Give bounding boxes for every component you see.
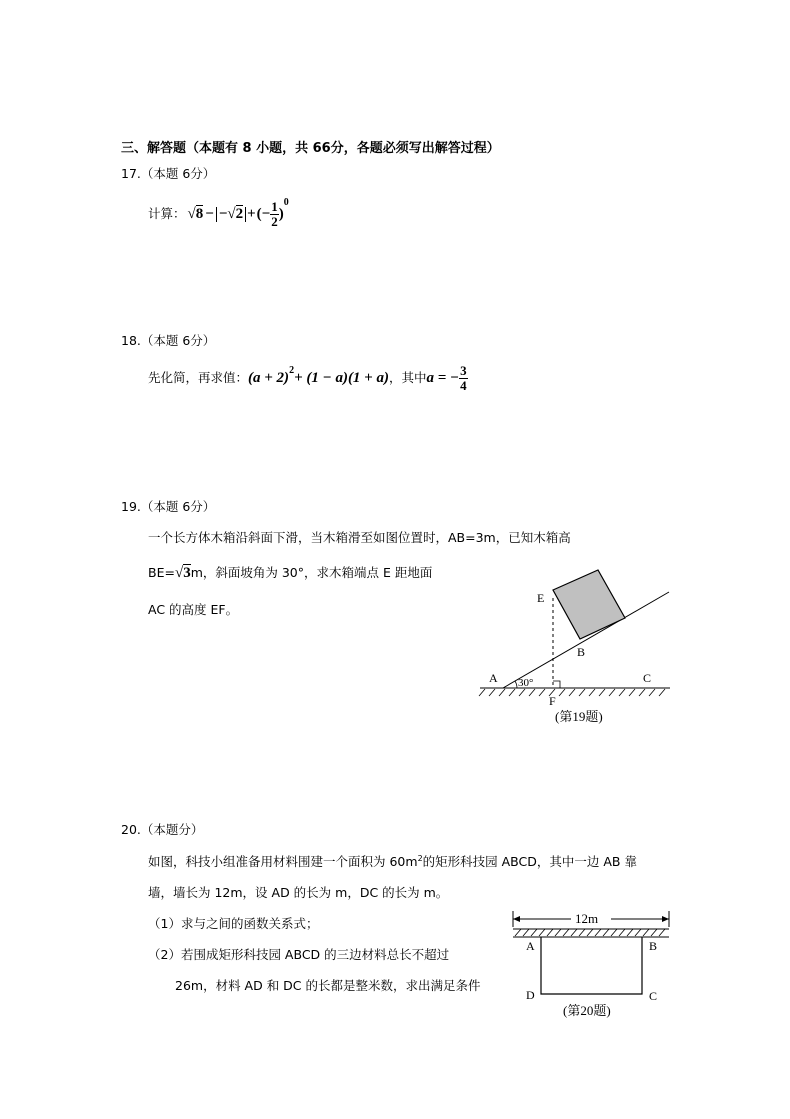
q17-open: (−: [256, 205, 271, 222]
ground-hatching: [479, 689, 665, 696]
label-d: D: [526, 988, 535, 1002]
q20-item1: （1）求与之间的函数关系式；: [148, 916, 319, 931]
q17-plus: +: [247, 205, 256, 222]
right-angle-mark: [553, 681, 560, 688]
label-c: C: [643, 671, 652, 685]
q17-number: 17.（本题 6分）: [121, 166, 216, 181]
q19-line2: BE= √3 m，斜面坡角为 30°，求木箱端点 E 距地面: [148, 565, 433, 581]
q19-sqrt3: √3: [174, 565, 191, 581]
q18-var: a = −: [426, 369, 460, 386]
wooden-box: [553, 570, 625, 639]
q18-line: [148, 358, 468, 398]
q19-line1: 一个长方体木箱沿斜面下滑，当木箱滑至如图位置时，AB=3m，已知木箱高: [148, 530, 571, 545]
wall-hatching: [515, 929, 665, 936]
q18-number: 18.（本题 6分）: [121, 333, 216, 348]
q17-exp: 0: [283, 197, 289, 208]
q19-caption: (第19题): [555, 709, 603, 724]
label-f: F: [549, 694, 556, 708]
q17-abs: −√2: [216, 207, 246, 222]
dim-arrow-right: [662, 916, 669, 922]
q20-number: 20.（本题分）: [121, 822, 204, 837]
q17-prompt: 计算：: [148, 205, 186, 221]
q18-expr2: + (1 − a)(1 + a): [294, 369, 389, 386]
q20-item2: （2）若围成矩形科技园 ABCD 的三边材料总长不超过: [148, 947, 450, 962]
q20-item2b: 26m，材料 AD 和 DC 的长都是整米数，求出满足条件: [175, 978, 481, 993]
wall-length-label: 12m: [575, 911, 599, 926]
q20-caption: (第20题): [563, 1003, 611, 1018]
q17-minus: −: [205, 205, 214, 222]
angle-arc: [515, 681, 517, 688]
q17-line: [148, 196, 289, 232]
garden-rectangle: [541, 937, 642, 994]
q20-line1: 如图，科技小组准备用材料围建一个面积为 $60m^2$的矩形科技园 ABCD，其中一边 AB 靠: [148, 854, 637, 870]
q18-mid: ，其中: [388, 369, 427, 385]
label-a: A: [526, 939, 535, 953]
q17-frac: $\frac{1}{2}$: [271, 198, 278, 229]
q17-sqrt8: √8: [187, 205, 204, 222]
label-b: B: [649, 939, 658, 953]
angle-label: 30°: [518, 677, 534, 689]
label-c: C: [649, 989, 658, 1003]
q20-figure: [505, 905, 680, 1025]
q18-prompt: 先化简，再求值：: [148, 369, 249, 385]
q19-figure: [475, 562, 680, 732]
q18-exp: 2: [289, 365, 295, 376]
q18-expr: (a + 2): [248, 369, 290, 386]
label-a: A: [489, 671, 498, 685]
q20-line2: 墙，墙长为 12m，设 AD 的长为 m，DC 的长为 m。: [148, 885, 449, 900]
q17-close: ): [278, 205, 284, 222]
q19-line3: AC 的高度 EF。: [148, 602, 239, 617]
q19-number: 19.（本题 6分）: [121, 499, 216, 514]
dim-arrow-left: [513, 916, 520, 922]
label-e: E: [537, 591, 545, 605]
q18-frac: $\frac{3}{4}$: [460, 362, 467, 393]
label-b: B: [577, 645, 586, 659]
section-heading: 三、解答题（本题有 8 小题，共 66分，各题必须写出解答过程）: [121, 141, 500, 156]
